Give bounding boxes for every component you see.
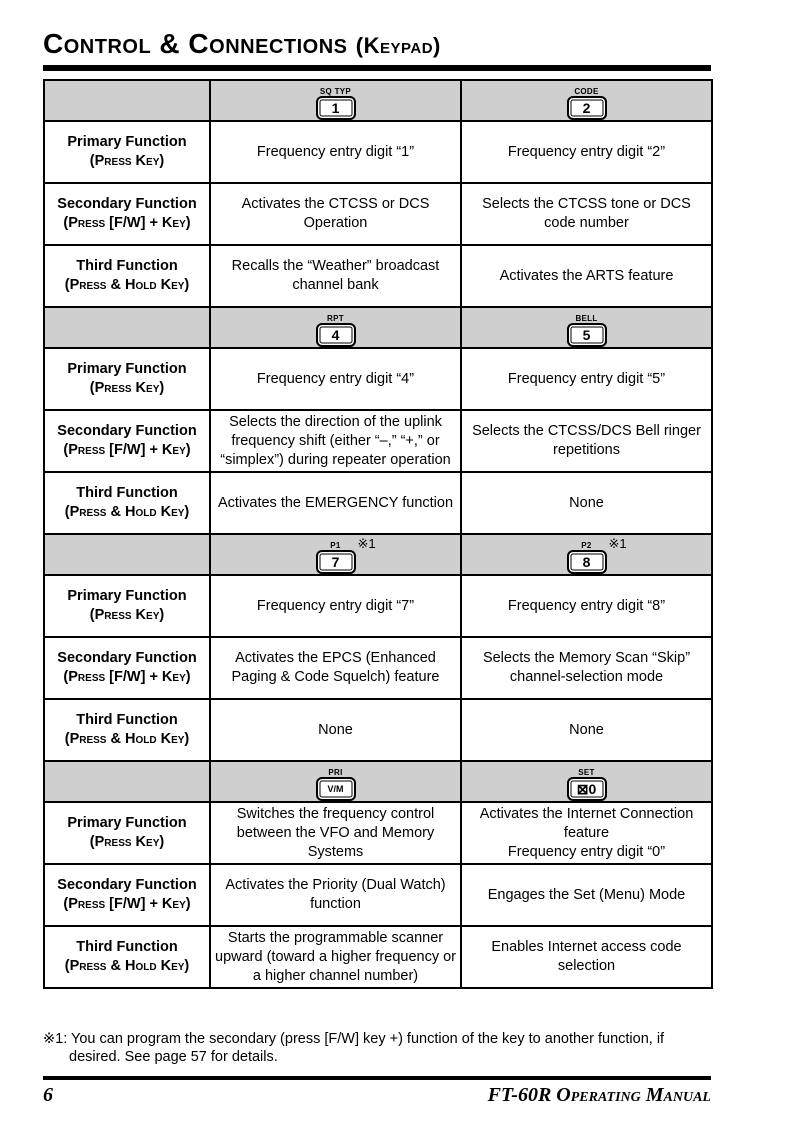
key-secondary-label: PRI xyxy=(328,768,343,777)
function-description: Frequency entry digit “1” xyxy=(210,121,461,183)
function-label-title: Secondary Function xyxy=(57,196,197,212)
third-function-label xyxy=(44,472,210,534)
function-label-title: Primary Function xyxy=(67,134,187,150)
function-description: Activates the EPCS (Enhanced Paging & Code Squelch) feature xyxy=(210,637,461,699)
key-graphic xyxy=(316,535,376,574)
function-description: Activates the CTCSS or DCS Operation xyxy=(210,183,461,245)
key-cap: 5 xyxy=(567,323,607,347)
key-header-blank xyxy=(44,534,210,575)
key-cap: 8 xyxy=(567,550,607,574)
third-function-row xyxy=(44,472,712,534)
page-title-main: Control & Connections xyxy=(43,28,348,59)
function-description: Selects the CTCSS tone or DCS code number xyxy=(461,183,712,245)
primary-function-row xyxy=(44,348,712,410)
key-secondary-label: P1 xyxy=(330,541,341,550)
footnote xyxy=(43,1030,715,1066)
key-header-row xyxy=(44,761,712,802)
footnote-line-2: desired. See page 57 for details. xyxy=(69,1049,278,1065)
secondary-function-label xyxy=(44,410,210,472)
key-header-row xyxy=(44,80,712,121)
key-header-blank xyxy=(44,307,210,348)
key-header-cell xyxy=(210,534,461,575)
header-rule xyxy=(43,65,711,71)
key-graphic xyxy=(316,762,356,801)
key-header-blank xyxy=(44,80,210,121)
key-cap: ⊠0 xyxy=(567,777,607,801)
primary-function-row xyxy=(44,802,712,864)
page-title-subtitle: (Keypad) xyxy=(355,33,441,58)
secondary-function-row xyxy=(44,410,712,472)
function-description: Recalls the “Weather” broadcast channel bank xyxy=(210,245,461,307)
key-header-cell xyxy=(210,80,461,121)
function-label-action: (Press Key) xyxy=(89,607,165,623)
key-secondary-label: BELL xyxy=(575,314,598,323)
key-secondary-label: SET xyxy=(578,768,595,777)
function-label-action: (Press [F/W] + Key) xyxy=(63,669,191,685)
key-secondary-label: P2 xyxy=(581,541,592,550)
function-label-title: Secondary Function xyxy=(57,650,197,666)
function-label-action: (Press Key) xyxy=(89,834,165,850)
function-description: Engages the Set (Menu) Mode xyxy=(461,864,712,926)
key-header-cell xyxy=(461,534,712,575)
function-label-action: (Press & Hold Key) xyxy=(64,277,190,293)
function-label-title: Third Function xyxy=(76,485,178,501)
secondary-function-row xyxy=(44,183,712,245)
secondary-function-row xyxy=(44,864,712,926)
primary-function-label xyxy=(44,575,210,637)
third-function-label xyxy=(44,699,210,761)
key-cap: V/M xyxy=(316,777,356,801)
footer-rule xyxy=(43,1076,711,1080)
function-label-title: Secondary Function xyxy=(57,423,197,439)
key-graphic xyxy=(316,81,356,120)
function-label-action: (Press Key) xyxy=(89,380,165,396)
footnote-mark: ※1 xyxy=(357,536,376,551)
primary-function-row xyxy=(44,575,712,637)
key-header-cell xyxy=(210,761,461,802)
keypad-function-table xyxy=(43,79,713,989)
key-cap: 1 xyxy=(316,96,356,120)
key-graphic xyxy=(567,81,607,120)
key-secondary-label: SQ TYP xyxy=(319,87,352,96)
key-secondary-label: RPT xyxy=(327,314,344,323)
key-cap: 7 xyxy=(316,550,356,574)
primary-function-label xyxy=(44,121,210,183)
function-description: Activates the Priority (Dual Watch) function xyxy=(210,864,461,926)
function-label-action: (Press Key) xyxy=(89,153,165,169)
function-description: None xyxy=(461,699,712,761)
secondary-function-label xyxy=(44,637,210,699)
page-title xyxy=(43,28,441,60)
function-description: Activates the Internet Connection feature Frequency entry digit “0” xyxy=(461,802,712,864)
key-header-cell xyxy=(461,307,712,348)
function-label-action: (Press [F/W] + Key) xyxy=(63,215,191,231)
key-header-cell xyxy=(461,80,712,121)
function-label-title: Secondary Function xyxy=(57,877,197,893)
function-description: None xyxy=(461,472,712,534)
function-description: Selects the direction of the uplink frequency shift (either “–,” “+,” or “simplex”) during repeater operation xyxy=(210,410,461,472)
function-description: Frequency entry digit “8” xyxy=(461,575,712,637)
key-cap: 4 xyxy=(316,323,356,347)
key-secondary-label: CODE xyxy=(574,87,599,96)
function-label-action: (Press [F/W] + Key) xyxy=(63,442,191,458)
function-label-action: (Press [F/W] + Key) xyxy=(63,896,191,912)
function-label-action: (Press & Hold Key) xyxy=(64,731,190,747)
page-number: 6 xyxy=(43,1084,53,1106)
key-header-row xyxy=(44,307,712,348)
function-label-title: Primary Function xyxy=(67,361,187,377)
third-function-row xyxy=(44,245,712,307)
third-function-label xyxy=(44,926,210,988)
key-graphic xyxy=(316,308,356,347)
function-description: Selects the CTCSS/DCS Bell ringer repetitions xyxy=(461,410,712,472)
key-header-blank xyxy=(44,761,210,802)
key-header-cell xyxy=(210,307,461,348)
function-description: Switches the frequency control between the VFO and Memory Systems xyxy=(210,802,461,864)
footnote-mark: ※1 xyxy=(608,536,627,551)
function-description: Frequency entry digit “4” xyxy=(210,348,461,410)
key-graphic xyxy=(567,762,607,801)
secondary-function-label xyxy=(44,183,210,245)
secondary-function-row xyxy=(44,637,712,699)
function-label-title: Third Function xyxy=(76,712,178,728)
secondary-function-label xyxy=(44,864,210,926)
function-description: Activates the ARTS feature xyxy=(461,245,712,307)
primary-function-row xyxy=(44,121,712,183)
primary-function-label xyxy=(44,348,210,410)
function-label-title: Third Function xyxy=(76,939,178,955)
key-header-cell xyxy=(461,761,712,802)
function-label-action: (Press & Hold Key) xyxy=(64,504,190,520)
third-function-row xyxy=(44,699,712,761)
function-description: Frequency entry digit “7” xyxy=(210,575,461,637)
function-description: Starts the programmable scanner upward (toward a higher frequency or a higher channel number) xyxy=(210,926,461,988)
function-description: Frequency entry digit “5” xyxy=(461,348,712,410)
function-label-action: (Press & Hold Key) xyxy=(64,958,190,974)
function-description: Frequency entry digit “2” xyxy=(461,121,712,183)
function-description: Enables Internet access code selection xyxy=(461,926,712,988)
function-description: Activates the EMERGENCY function xyxy=(210,472,461,534)
key-graphic xyxy=(567,535,627,574)
key-graphic xyxy=(567,308,607,347)
function-description: None xyxy=(210,699,461,761)
function-label-title: Primary Function xyxy=(67,588,187,604)
function-label-title: Third Function xyxy=(76,258,178,274)
key-header-row xyxy=(44,534,712,575)
primary-function-label xyxy=(44,802,210,864)
function-label-title: Primary Function xyxy=(67,815,187,831)
function-description: Selects the Memory Scan “Skip” channel-selection mode xyxy=(461,637,712,699)
third-function-label xyxy=(44,245,210,307)
manual-title: FT-60R Operating Manual xyxy=(487,1084,711,1106)
third-function-row xyxy=(44,926,712,988)
footnote-line-1: ※1: You can program the secondary (press [F/W] key +) function of the key to another function, if xyxy=(43,1031,665,1047)
key-cap: 2 xyxy=(567,96,607,120)
